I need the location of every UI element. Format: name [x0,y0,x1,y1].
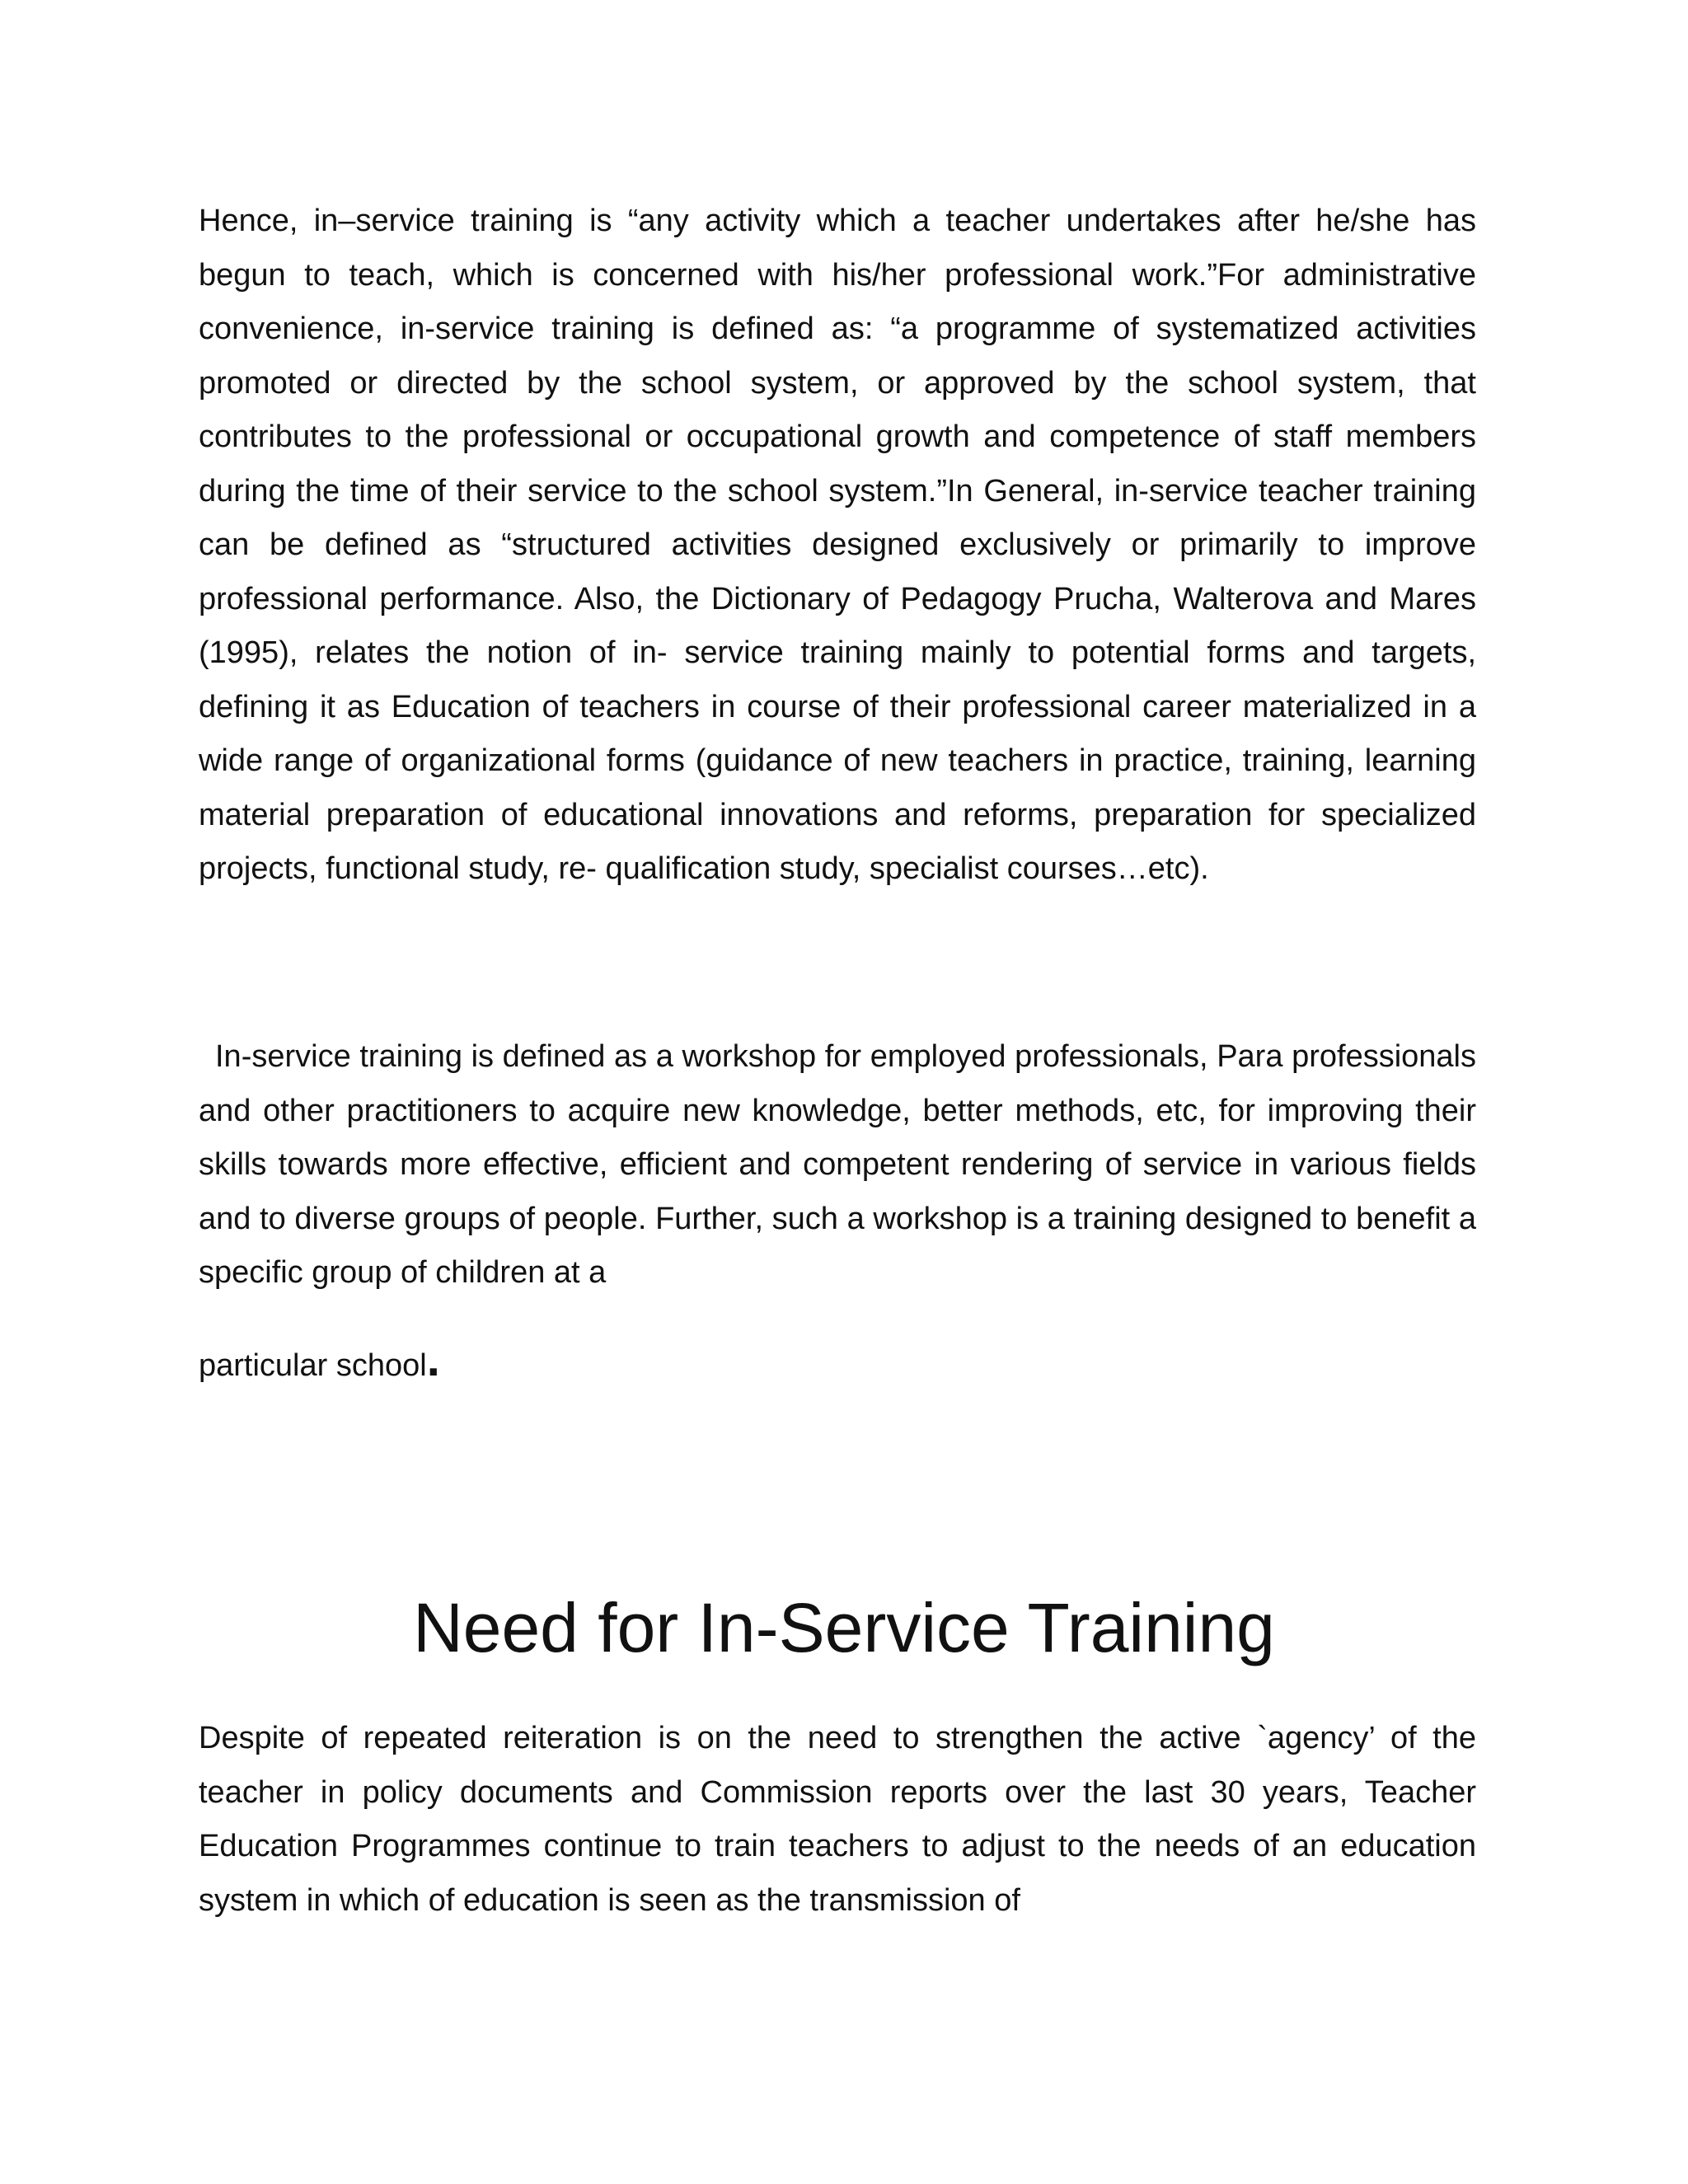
paragraph-1-text: Hence, in–service training is “any activity which a teacher undertakes after he/she has begun to teach, which is concerned with his/her professional work.”For administrative convenience, in-service training is defined as: “a programme of systematized activities promoted or directed by the school system, or approved by the school system, that contributes to the professional or occupational growth and competence of staff members during the time of their service to the school system.”In General, in-service teacher training can be defined as “structured activities designed exclusively or primarily to improve professional performance. Also, the Dictionary of Pedagogy Prucha, Walterova and Mares (1995), relates the notion of in- service training mainly to potential forms and targets, defining it as Education of teachers in course of their professional career materialized in a wide range of organizational forms (guidance of new teachers in practice, training, learning material preparation of educational innovations and reforms, preparation for specialized projects, functional study, re- qualification study, specialist courses…etc). [199,204,1476,886]
paragraph-3-period: . [426,1333,440,1386]
section-heading: Need for In-Service Training [413,1589,1275,1666]
paragraph-2-text: In-service training is defined as a workshop for employed professionals, Para professionals and other practitioners to acquire new knowledge, better methods, etc, for improving their skills towards more effective, efficient and competent rendering of service in various fields and to diverse groups of people. Further, such a workshop is a training designed to benefit a specific group of children at a [199,1039,1476,1290]
body-paragraph-2 [199,1030,1476,1301]
paragraph-3-text: particular school [199,1348,427,1383]
paragraph-4-text: Despite of repeated reiteration is on the need to strengthen the active `agency’ of the teacher in policy documents and Commission reports over the last 30 years, Teacher Education Programmes continue to train teachers to adjust to the needs of an education system in which of education is seen as the transmission of [199,1721,1476,1918]
body-paragraph-3 [199,1333,440,1394]
body-paragraph-1 [199,194,1476,897]
body-paragraph-4 [199,1712,1476,1928]
